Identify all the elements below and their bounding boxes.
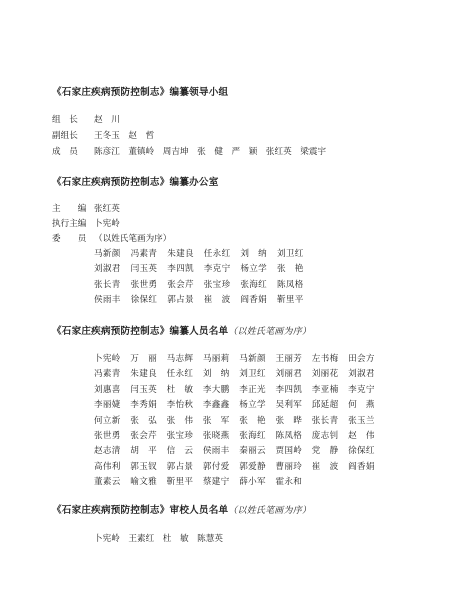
reviewers-list-heading	[52, 502, 311, 516]
member-name: 任永红	[203, 249, 231, 259]
role-label: 主 编	[52, 204, 87, 214]
member-name: 张宝珍	[166, 430, 194, 441]
member-name: 马新颜	[239, 354, 266, 364]
member-name: 李怡秋	[166, 400, 194, 411]
member-name: 朱建良	[130, 369, 157, 380]
ordering-note: （以姓氏笔画为序）	[94, 234, 172, 244]
member-name: 邱延超	[311, 400, 339, 411]
member-name: 张 艳	[239, 415, 266, 426]
member-name: 徐保红	[130, 295, 158, 306]
member-name: 董素云	[94, 477, 121, 488]
member-name: 张晓燕	[202, 430, 230, 441]
member-name: 何立新	[94, 415, 121, 426]
member-name: 刘 纳	[202, 369, 230, 380]
member-name: 田会方	[348, 354, 375, 364]
name-row	[94, 293, 314, 308]
member-name: 陈凤格	[275, 430, 303, 441]
member-name: 张 伟	[166, 415, 194, 426]
member-name: 张会芹	[130, 430, 157, 441]
member-name: 李四凯	[167, 264, 194, 275]
member-name: 刘卫红	[239, 369, 266, 380]
member-name: 万 丽	[130, 354, 157, 364]
member-name: 马丽莉	[202, 354, 230, 364]
member-name: 刘淑君	[348, 369, 375, 380]
member-name: 张 晔	[275, 415, 303, 426]
member-name: 张世勇	[130, 279, 158, 290]
member-name: 赵 伟	[348, 430, 375, 441]
compilers-list-heading	[52, 323, 311, 337]
leadership-group-heading: 《石家庄疾病预防控制志》编纂领导小组	[52, 87, 229, 98]
member-name: 高伟利	[94, 461, 121, 472]
role-names: 王冬玉 赵 哲	[94, 131, 155, 141]
member-name: 何 燕	[348, 400, 375, 411]
member-name: 冯素青	[130, 249, 158, 259]
member-name: 李克宁	[203, 264, 231, 275]
name-row	[94, 262, 314, 277]
reviewer-names: 卜宪岭 王素红 杜 敏 陈慧英	[94, 534, 223, 544]
member-name: 冯素青	[94, 369, 121, 380]
member-name: 张宝珍	[203, 279, 231, 290]
name-row	[94, 383, 384, 398]
member-name: 张世勇	[94, 430, 121, 441]
committee-members-grid	[94, 247, 314, 309]
role-label: 组 长	[52, 115, 78, 125]
member-name: 阎香娟	[348, 461, 375, 472]
ordering-note: （以姓氏笔画为序）	[228, 327, 312, 337]
member-name: 吴利军	[275, 400, 303, 411]
member-name: 李丽婕	[94, 400, 121, 411]
member-name: 侯雨丰	[202, 446, 230, 457]
name-row	[94, 278, 314, 293]
member-name: 喻文雅	[130, 477, 157, 488]
member-name: 张长青	[94, 279, 121, 290]
name-row	[94, 414, 384, 429]
name-row	[94, 352, 384, 367]
member-name: 马志辉	[166, 354, 194, 364]
member-name: 李亚楠	[311, 384, 339, 395]
member-name: 侯雨丰	[94, 295, 121, 306]
role-names: 陈彦江 董镇岭 周吉坤 张 健 严 颖 张红英 梁震宇	[94, 147, 327, 157]
member-name: 闫玉英	[130, 264, 158, 275]
member-name: 杜 敏	[166, 384, 194, 395]
member-name: 陈凤格	[276, 279, 304, 290]
member-name: 崔 波	[203, 295, 231, 306]
name-row	[94, 247, 314, 262]
name-row	[94, 460, 384, 475]
reviewers-list-title: 《石家庄疾病预防控制志》审校人员名单	[52, 505, 229, 516]
member-name: 郭付爱	[202, 461, 230, 472]
member-name: 崔 波	[311, 461, 339, 472]
member-name: 阎香娟	[240, 295, 268, 306]
member-name: 张玉兰	[348, 415, 375, 426]
member-name: 胡 平	[130, 446, 157, 457]
member-name: 张海红	[240, 279, 268, 290]
member-name: 卜宪岭	[94, 354, 121, 364]
member-name: 闫玉英	[130, 384, 157, 395]
member-name: 信 云	[166, 446, 194, 457]
member-name: 刘丽君	[275, 369, 303, 380]
member-name: 秦丽云	[239, 446, 266, 457]
member-name: 党 静	[311, 446, 339, 457]
member-name: 靳里平	[166, 477, 194, 488]
ordering-note: （以姓氏笔画为序）	[228, 506, 312, 516]
member-name: 朱建良	[167, 249, 194, 259]
member-name: 刘惠喜	[94, 384, 121, 395]
member-name: 张海红	[239, 430, 266, 441]
role-names: 卜宪岭	[94, 219, 120, 229]
member-name: 徐保红	[348, 446, 375, 457]
role-names: 赵 川	[94, 115, 120, 125]
member-name: 李大鹏	[202, 384, 230, 395]
name-row	[94, 367, 384, 382]
role-label: 执行主编	[52, 219, 87, 229]
member-name: 任永红	[166, 369, 194, 380]
name-row	[94, 444, 384, 459]
member-name: 刘丽花	[311, 369, 339, 380]
member-name: 马新颜	[94, 249, 121, 259]
member-name: 郭占景	[166, 461, 194, 472]
member-name: 张长青	[311, 415, 339, 426]
member-name: 庞志钊	[311, 430, 339, 441]
member-name: 李克宁	[348, 384, 375, 395]
member-name: 郭玉钗	[130, 461, 157, 472]
compilers-list-title: 《石家庄疾病预防控制志》编纂人员名单	[52, 326, 229, 337]
member-name: 赵志清	[94, 446, 121, 457]
member-name: 左书梅	[311, 354, 339, 364]
member-name: 张 军	[202, 415, 230, 426]
name-row	[94, 475, 384, 490]
name-row	[94, 398, 384, 413]
role-label: 成 员	[52, 147, 78, 157]
role-label: 副组长	[52, 131, 78, 141]
member-name: 张会芹	[167, 279, 194, 290]
member-name: 李鑫鑫	[202, 400, 230, 411]
member-name: 贾国岭	[275, 446, 303, 457]
name-row	[94, 429, 384, 444]
member-name: 张 艳	[276, 264, 304, 275]
member-name: 李正光	[239, 384, 266, 395]
compilers-grid	[94, 352, 384, 491]
member-name: 刘 纳	[240, 249, 268, 259]
member-name: 曹丽玲	[275, 461, 303, 472]
member-name: 刘卫红	[276, 249, 304, 259]
member-name: 郭爱静	[239, 461, 266, 472]
member-name: 靳里平	[276, 295, 304, 306]
member-name: 霍永和	[275, 477, 303, 488]
member-name: 蔡建宁	[202, 477, 230, 488]
role-names: 张红英	[94, 204, 120, 214]
member-name: 李四凯	[275, 384, 303, 395]
member-name: 王丽芳	[275, 354, 303, 364]
member-name: 杨立学	[240, 264, 268, 275]
member-name: 郭占景	[167, 295, 194, 306]
editorial-office-heading: 《石家庄疾病预防控制志》编纂办公室	[52, 177, 219, 188]
member-name: 李秀娟	[130, 400, 157, 411]
member-name: 刘淑君	[94, 264, 121, 275]
member-name: 薛小军	[239, 477, 266, 488]
member-name: 张 弘	[130, 415, 157, 426]
role-label: 委 员	[52, 234, 87, 244]
member-name: 杨立学	[239, 400, 266, 411]
